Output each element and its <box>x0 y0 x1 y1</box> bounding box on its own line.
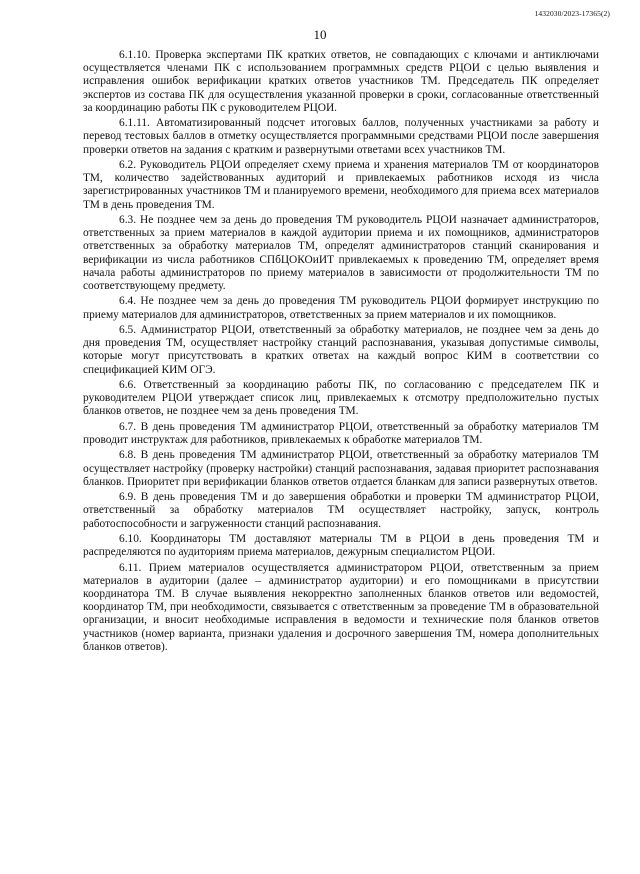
paragraph-6-10: 6.10. Координаторы ТМ доставляют материалы ТМ в РЦОИ в день проведения ТМ и распределяются по аудиториям приема материалов, дежурным специалистом РЦОИ. <box>83 532 599 559</box>
paragraph-6-2: 6.2. Руководитель РЦОИ определяет схему приема и хранения материалов ТМ от координаторов ТМ, количество задействованных аудиторий и привлекаемых работников исходя из числа зарегистрированных участников ТМ и планируемого времени, необходимого для приема всех материалов ТМ в день проведения ТМ. <box>83 159 599 211</box>
page-number: 10 <box>313 27 327 42</box>
paragraph-6-1-10: 6.1.10. Проверка экспертами ПК кратких ответов, не совпадающих с ключами и антиключами осуществляется членами ПК с использованием программных средств РЦОИ с целью выявления и исправления ошибок верификации кратких ответов участников ТМ. Председатель ПК определяет экспертов из состава ПК для осуществления указанной проверки в сроки, согласованные ответственный за координацию работы ПК с руководителем РЦОИ. <box>83 49 599 114</box>
paragraph-6-8: 6.8. В день проведения ТМ администратор РЦОИ, ответственный за обработку материалов ТМ осуществляет настройку (проверку настройки) станций распознавания, задавая приоритет распознавания бланков. Приоритет при верификации бланков ответов отдается бланкам для записи развернутых ответов. <box>83 449 599 488</box>
document-number: 1432030/2023-17365(2) <box>534 9 610 18</box>
paragraph-6-5: 6.5. Администратор РЦОИ, ответственный за обработку материалов, не позднее чем за день до дня проведения ТМ, осуществляет настройку станций распознавания, указывая допустимые символы, которые могут присутствовать в кратких ответах на каждый вопрос КИМ в соответствии со спецификацией КИМ ОГЭ. <box>83 324 599 376</box>
paragraph-6-1-11: 6.1.11. Автоматизированный подсчет итоговых баллов, полученных участниками за работу и перевод тестовых баллов в отметку осуществляется программными средствами РЦОИ после завершения проверки ответов на задания с кратким и развернутыми ответами всех участников ТМ. <box>83 117 599 156</box>
paragraph-6-9: 6.9. В день проведения ТМ и до завершения обработки и проверки ТМ администратор РЦОИ, ответственный за обработку материалов ТМ осуществляет настройку, запуск, контроль работоспособности и загруженности станций распознавания. <box>83 491 599 530</box>
paragraph-6-3: 6.3. Не позднее чем за день до проведения ТМ руководитель РЦОИ назначает администраторов, ответственных за прием материалов в каждой аудитории приема и их помощников, администраторов ответственных за обработку материалов ТМ, определят администраторов станций сканирования и верификации из числа работников СПбЦОКОиИТ привлекаемых к проведению ТМ, определяет время начала работы администраторов по приему материалов в зависимости от продолжительности ТМ по соответствующему предмету. <box>83 214 599 293</box>
paragraph-6-4: 6.4. Не позднее чем за день до проведения ТМ руководитель РЦОИ формирует инструкцию по приему материалов для администраторов, ответственных за прием материалов и их помощников. <box>83 295 599 321</box>
document-body <box>83 49 599 656</box>
paragraph-6-7: 6.7. В день проведения ТМ администратор РЦОИ, ответственный за обработку материалов ТМ проводит инструктаж для работников, привлекаемых к обработке материалов ТМ. <box>83 420 599 446</box>
paragraph-6-11: 6.11. Прием материалов осуществляется администратором РЦОИ, ответственным за прием материалов в аудитории (далее – администратор аудитории) и его помощниками в присутствии координатора ТМ. В случае выявления некорректно заполненных бланков ответов или ведомостей, координатор ТМ, при необходимости, связывается с ответственным за проведение ТМ в образовательной организации, и вносит необходимые исправления в ведомости и технические поля бланков ответов участников (номер варианта, признаки удаления и досрочного завершения ТМ, номера дополнительных бланков ответов). <box>83 561 599 653</box>
paragraph-6-6: 6.6. Ответственный за координацию работы ПК, по согласованию с председателем ПК и руководителем РЦОИ утверждает список лиц, привлекаемых к отсмотру предположительно пустых бланков ответов, не позднее чем за день проведения ТМ. <box>83 379 599 418</box>
